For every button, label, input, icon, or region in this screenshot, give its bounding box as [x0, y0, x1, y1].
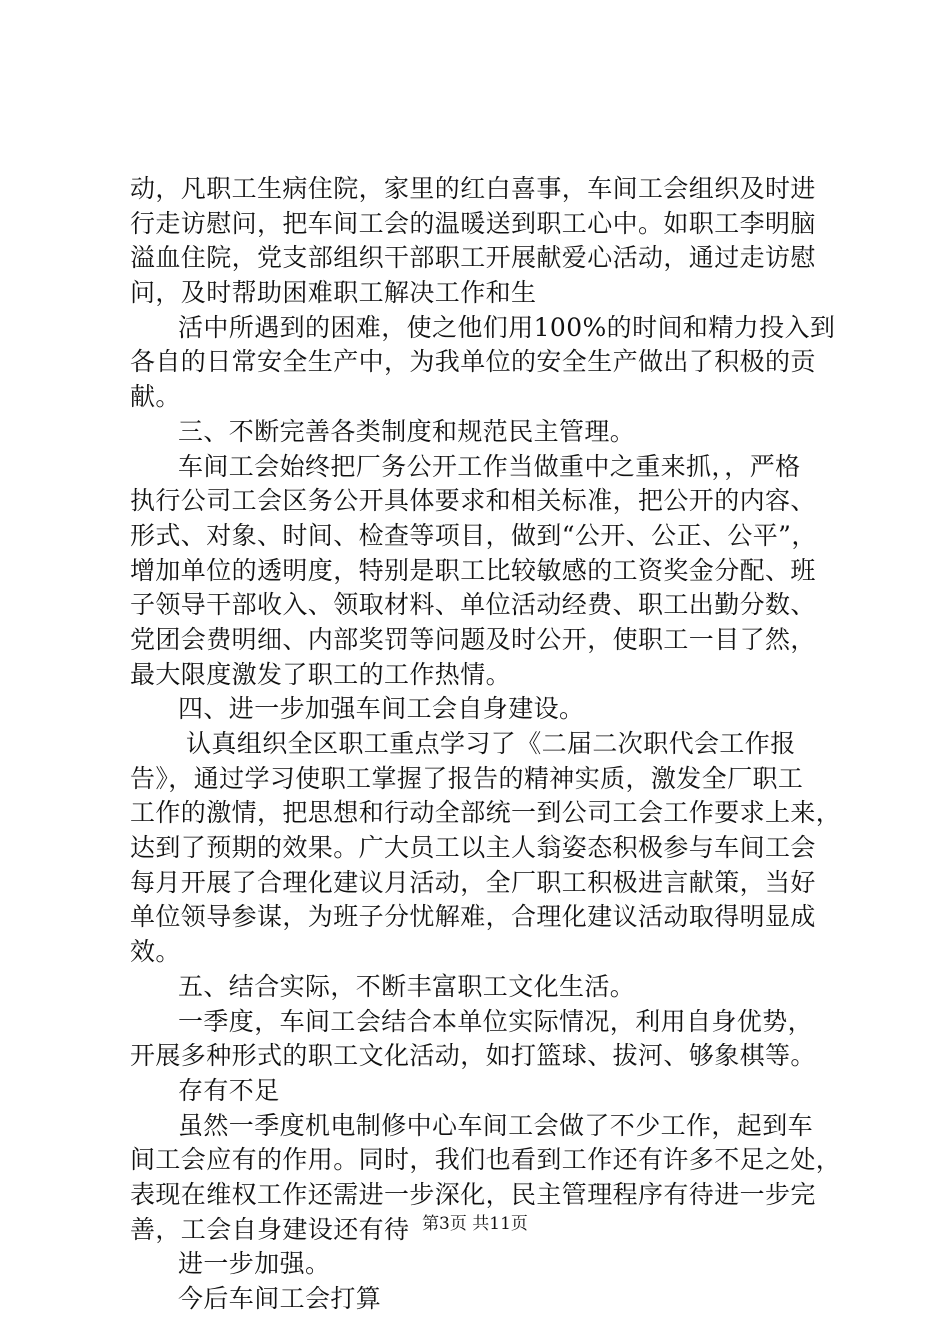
text-line: 增加单位的透明度，特别是职工比较敏感的工资奖金分配、班 [130, 555, 816, 585]
text-line: 今后车间工会打算 [178, 1284, 382, 1313]
text-line: 溢血住院，党支部组织干部职工开展献爱心活动，通过走访慰 [130, 243, 816, 273]
page-footer: 第3页 共11页 [422, 1214, 528, 1234]
text-line: 认真组织全区职工重点学习了《二届二次职代会工作报 [186, 729, 796, 758]
text-line: 最大限度激发了职工的工作热情。 [130, 659, 512, 689]
text-line: 善，工会自身建设还有待 [130, 1214, 410, 1244]
text-line: 动，凡职工生病住院，家里的红白喜事，车间工会组织及时进 [130, 174, 816, 203]
text-line: 一季度，车间工会结合本单位实际情况，利用自身优势， [178, 1006, 814, 1036]
text-line: 问，及时帮助困难职工解决工作和生 [130, 278, 537, 308]
text-line: 每月开展了合理化建议月活动，全厂职工积极进言献策，当好 [130, 867, 816, 897]
text-line: 形式、对象、时间、检查等项目，做到“公开、公正、公平”， [130, 520, 817, 550]
text-line: 间工会应有的作用。同时，我们也看到工作还有许多不足之处， [130, 1145, 842, 1175]
text-line: 四、进一步加强车间工会自身建设。 [178, 694, 585, 724]
text-line: 五、结合实际，不断丰富职工文化生活。 [178, 971, 636, 1001]
text-line: 车间工会始终把厂务公开工作当做重中之重来抓，，严格 [178, 451, 801, 481]
text-line: 进一步加强。 [178, 1249, 331, 1279]
text-line: 子领导干部收入、领取材料、单位活动经费、职工出勤分数、 [130, 590, 816, 620]
text-line: 活中所遇到的困难，使之他们用100%的时间和精力投入到 [178, 312, 836, 342]
text-line: 执行公司工会区务公开具体要求和相关标准，把公开的内容、 [130, 486, 816, 516]
text-line: 单位领导参谋，为班子分忧解难，合理化建议活动取得明显成 [130, 902, 816, 932]
text-line: 存有不足 [178, 1075, 280, 1105]
text-line: 行走访慰问，把车间工会的温暖送到职工心中。如职工李明脑 [130, 208, 816, 238]
text-line: 各自的日常安全生产中，为我单位的安全生产做出了积极的贡 [130, 347, 816, 377]
text-line: 开展多种形式的职工文化活动，如打篮球、拔河、够象棋等。 [130, 1041, 816, 1071]
text-line: 表现在维权工作还需进一步深化，民主管理程序有待进一步完 [130, 1179, 816, 1209]
text-line: 党团会费明细、内部奖罚等问题及时公开，使职工一目了然， [130, 624, 816, 654]
text-line: 告》，通过学习使职工掌握了报告的精神实质，激发全厂职工 [130, 763, 804, 793]
text-line: 虽然一季度机电制修中心车间工会做了不少工作，起到车 [178, 1110, 814, 1140]
text-line: 效。 [130, 937, 181, 967]
text-line: 献。 [130, 382, 181, 412]
text-line: 三、不断完善各类制度和规范民主管理。 [178, 416, 636, 446]
text-line: 达到了预期的效果。广大员工以主人翁姿态积极参与车间工会 [130, 833, 816, 863]
document-body [130, 172, 842, 1317]
text-line: 工作的激情，把思想和行动全部统一到公司工会工作要求上来， [130, 798, 842, 828]
